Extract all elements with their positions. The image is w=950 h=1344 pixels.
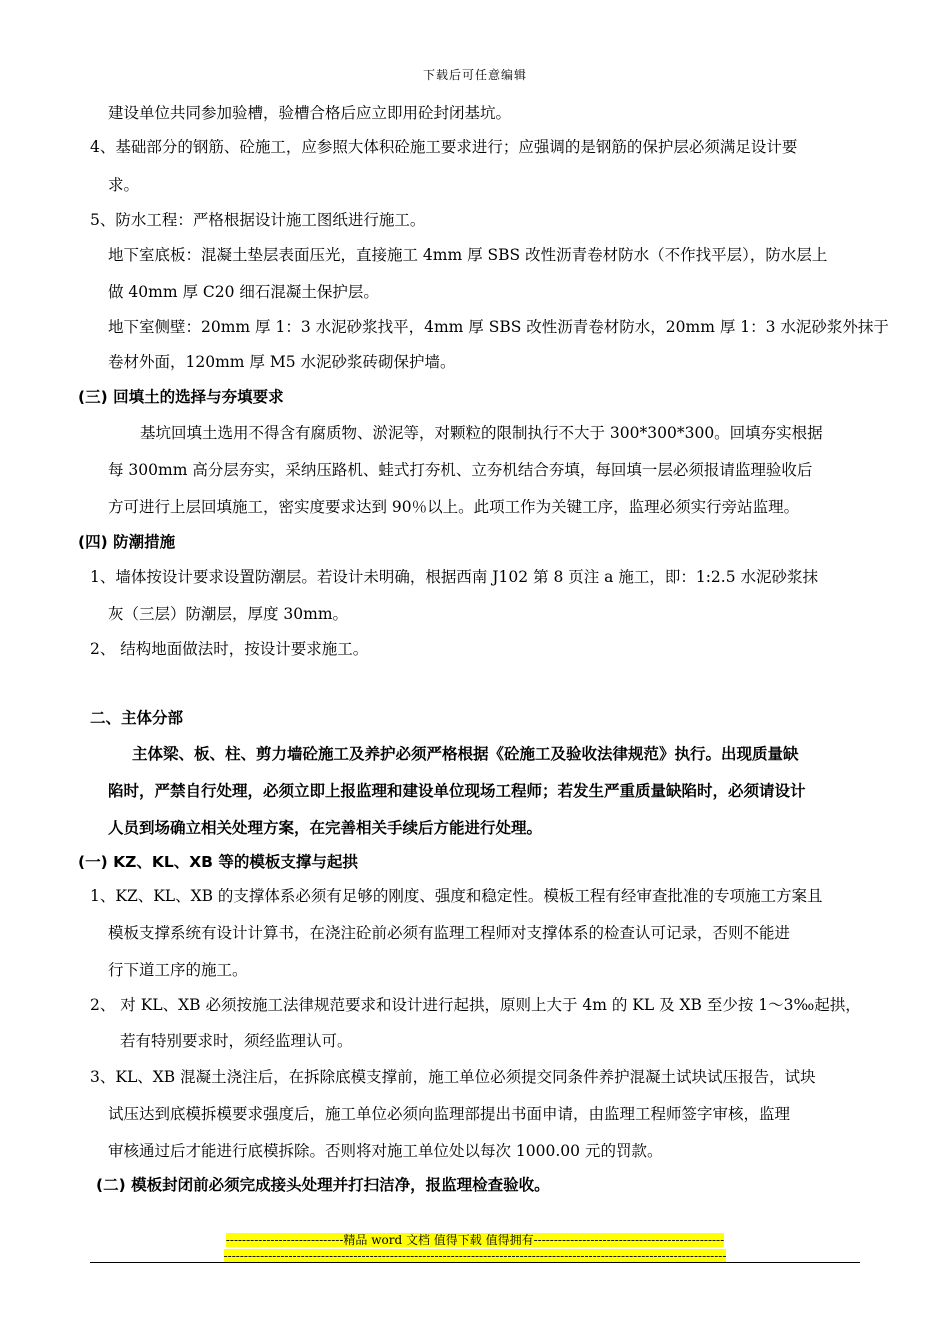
- section-heading: 人员到场确立相关处理方案，在完善相关手续后方能进行处理。: [108, 819, 543, 837]
- paragraph-line: 4、基础部分的钢筋、砼施工，应参照大体积砼施工要求进行；应强调的是钢筋的保护层必须满足设计要: [90, 138, 798, 156]
- paragraph-line: 行下道工序的施工。: [108, 961, 248, 979]
- section-heading: (三) 回填土的选择与夯填要求: [78, 388, 284, 406]
- paragraph-line: 5、防水工程：严格根据设计施工图纸进行施工。: [90, 211, 426, 229]
- paragraph-line: 若有特别要求时，须经监理认可。: [120, 1032, 353, 1050]
- paragraph-line: 模板支撑系统有设计计算书，在浇注砼前必须有监理工程师对支撑体系的检查认可记录，否则不能进: [108, 924, 791, 942]
- footer-banner-text: -----------------------------精品 word 文档 值得下载 值得拥有-----------------------------------------------: [225, 1233, 725, 1247]
- paragraph-line: 卷材外面，120mm 厚 M5 水泥砂浆砖砌保护墙。: [108, 353, 456, 371]
- paragraph-line: 审核通过后才能进行底模拆除。否则将对施工单位处以每次 1000.00 元的罚款。: [108, 1142, 663, 1160]
- section-heading: (二) 模板封闭前必须完成接头处理并打扫洁净，报监理检查验收。: [96, 1176, 550, 1194]
- paragraph-line: 1、墙体按设计要求设置防潮层。若设计未明确，根据西南 J102 第 8 页注 a 施工，即：1:2.5 水泥砂浆抹: [90, 568, 818, 586]
- paragraph-line: 灰（三层）防潮层，厚度 30mm。: [108, 605, 349, 623]
- section-heading: (四) 防潮措施: [78, 533, 176, 551]
- footer-rule: [90, 1262, 860, 1263]
- footer-dash-line: ----------------------------------------------------------------------------------------------------------------------------: [223, 1249, 727, 1263]
- paragraph-line: 方可进行上层回填施工，密实度要求达到 90％以上。此项工作为关键工序，监理必须实行旁站监理。: [108, 498, 800, 516]
- paragraph-line: 做 40mm 厚 C20 细石混凝土保护层。: [108, 283, 379, 301]
- paragraph-line: 3、KL、XB 混凝土浇注后，在拆除底模支撑前，施工单位必须提交同条件养护混凝土试块试压报告，试块: [90, 1068, 816, 1086]
- section-heading: (一) KZ、KL、XB 等的模板支撑与起拱: [78, 853, 358, 871]
- section-heading: 陷时，严禁自行处理，必须立即上报监理和建设单位现场工程师；若发生严重质量缺陷时，必须请设计: [108, 782, 806, 800]
- section-heading: 二、主体分部: [90, 709, 184, 727]
- paragraph-line: 试压达到底模拆模要求强度后，施工单位必须向监理部提出书面申请，由监理工程师签字审核，监理: [108, 1105, 791, 1123]
- paragraph-line: 地下室底板：混凝土垫层表面压光，直接施工 4mm 厚 SBS 改性沥青卷材防水（不作找平层），防水层上: [108, 246, 828, 264]
- paragraph-line: 2、 对 KL、XB 必须按施工法律规范要求和设计进行起拱，原则上大于 4m 的 KL 及 XB 至少按 1～3‰起拱，: [90, 996, 861, 1014]
- paragraph-line: 每 300mm 高分层夯实，采纳压路机、蛙式打夯机、立夯机结合夯填，每回填一层必须报请监理验收后: [108, 461, 813, 479]
- paragraph-line: 建设单位共同参加验槽，验槽合格后应立即用砼封闭基坑。: [108, 104, 512, 122]
- section-heading: 主体梁、板、柱、剪力墙砼施工及养护必须严格根据《砼施工及验收法律规范》执行。出现质量缺: [132, 745, 799, 763]
- paragraph-line: 求。: [108, 176, 140, 194]
- paragraph-line: 1、KZ、KL、XB 的支撑体系必须有足够的刚度、强度和稳定性。模板工程有经审查批准的专项施工方案且: [90, 887, 823, 905]
- paragraph-line: 地下室侧壁：20mm 厚 1：3 水泥砂浆找平，4mm 厚 SBS 改性沥青卷材防水，20mm 厚 1：3 水泥砂浆外抹于: [108, 318, 889, 336]
- page-header: 下载后可任意编辑: [422, 68, 527, 82]
- paragraph-line: 基坑回填土选用不得含有腐质物、淤泥等，对颗粒的限制执行不大于 300*300*300。回填夯实根据: [140, 424, 823, 442]
- paragraph-line: 2、 结构地面做法时，按设计要求施工。: [90, 640, 369, 658]
